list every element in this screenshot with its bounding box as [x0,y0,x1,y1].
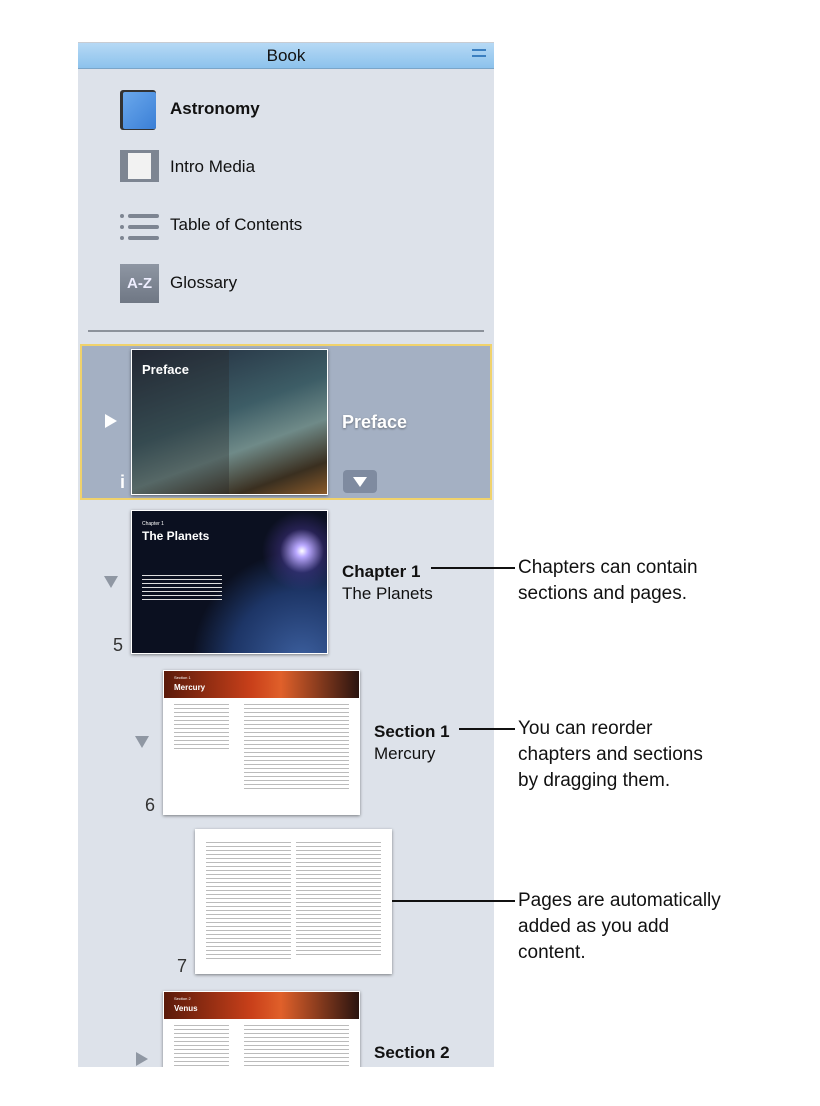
thumb-title: Mercury [174,683,206,692]
book-icon [120,90,159,129]
callout-text: Pages are automatically [518,890,721,911]
film-icon [120,148,159,187]
callout-line [459,728,515,730]
thumb-kicker: Section 2 [174,996,191,1001]
callout-line [431,567,515,569]
callout-text: added as you add [518,916,670,937]
chapter-sublabel: The Planets [342,584,433,603]
chapter-label: Chapter 1 [342,562,421,581]
panel-title: Book [266,46,306,65]
callout-text: content. [518,942,586,963]
preface-label: Preface [342,412,408,432]
section1-label: Section 1 [374,722,450,741]
nav-label: Table of Contents [170,215,303,234]
nav-item-astronomy[interactable] [120,89,260,129]
disclosure-down-icon[interactable] [104,576,118,588]
info-marker: i [120,472,126,492]
thumb-kicker: Section 1 [174,675,191,680]
callout-text: by dragging them. [518,770,671,791]
callout-text: Chapters can contain [518,557,698,578]
panel-header [78,43,494,69]
page-thumbnail[interactable] [195,829,392,974]
chevron-down-icon [353,477,367,487]
list-icon [120,206,159,245]
divider [88,330,484,332]
disclosure-right-icon[interactable] [136,1052,148,1066]
thumb-title: The Planets [142,529,210,543]
section2-label: Section 2 [374,1043,450,1062]
nav-item-intro-media[interactable] [120,147,255,187]
callout-chapters [518,555,698,607]
section1-thumbnail[interactable] [163,670,360,815]
chapter-thumbnail[interactable] [131,510,328,654]
section1-sublabel: Mercury [374,744,436,763]
nav-label: Glossary [170,273,238,292]
nav-label: Astronomy [170,99,260,118]
thumb-kicker: Chapter 1 [142,521,164,527]
preface-thumbnail[interactable] [131,349,328,495]
nav-item-glossary[interactable] [120,263,237,303]
nav-label: Intro Media [170,157,256,176]
page-number: 7 [177,956,188,976]
callout-text: sections and pages. [518,583,688,604]
options-dropdown-button[interactable] [343,470,377,493]
thumb-title: Preface [142,362,189,377]
a-z-icon-text: A-Z [127,274,152,292]
section2-thumbnail[interactable] [163,991,360,1067]
a-z-icon [120,264,159,303]
callout-pages [518,888,721,966]
page-number: 5 [113,635,124,655]
callout-reorder [518,716,703,794]
callout-line [392,900,515,902]
callout-text: You can reorder [518,718,653,739]
book-sidebar [78,42,494,1067]
callout-text: chapters and sections [518,744,703,765]
nav-item-table-of-contents[interactable] [120,205,302,245]
menu-icon[interactable] [472,49,486,57]
thumb-title: Venus [174,1004,198,1013]
disclosure-down-icon[interactable] [135,736,149,748]
page-number: 6 [145,795,156,815]
disclosure-right-icon[interactable] [105,414,117,428]
